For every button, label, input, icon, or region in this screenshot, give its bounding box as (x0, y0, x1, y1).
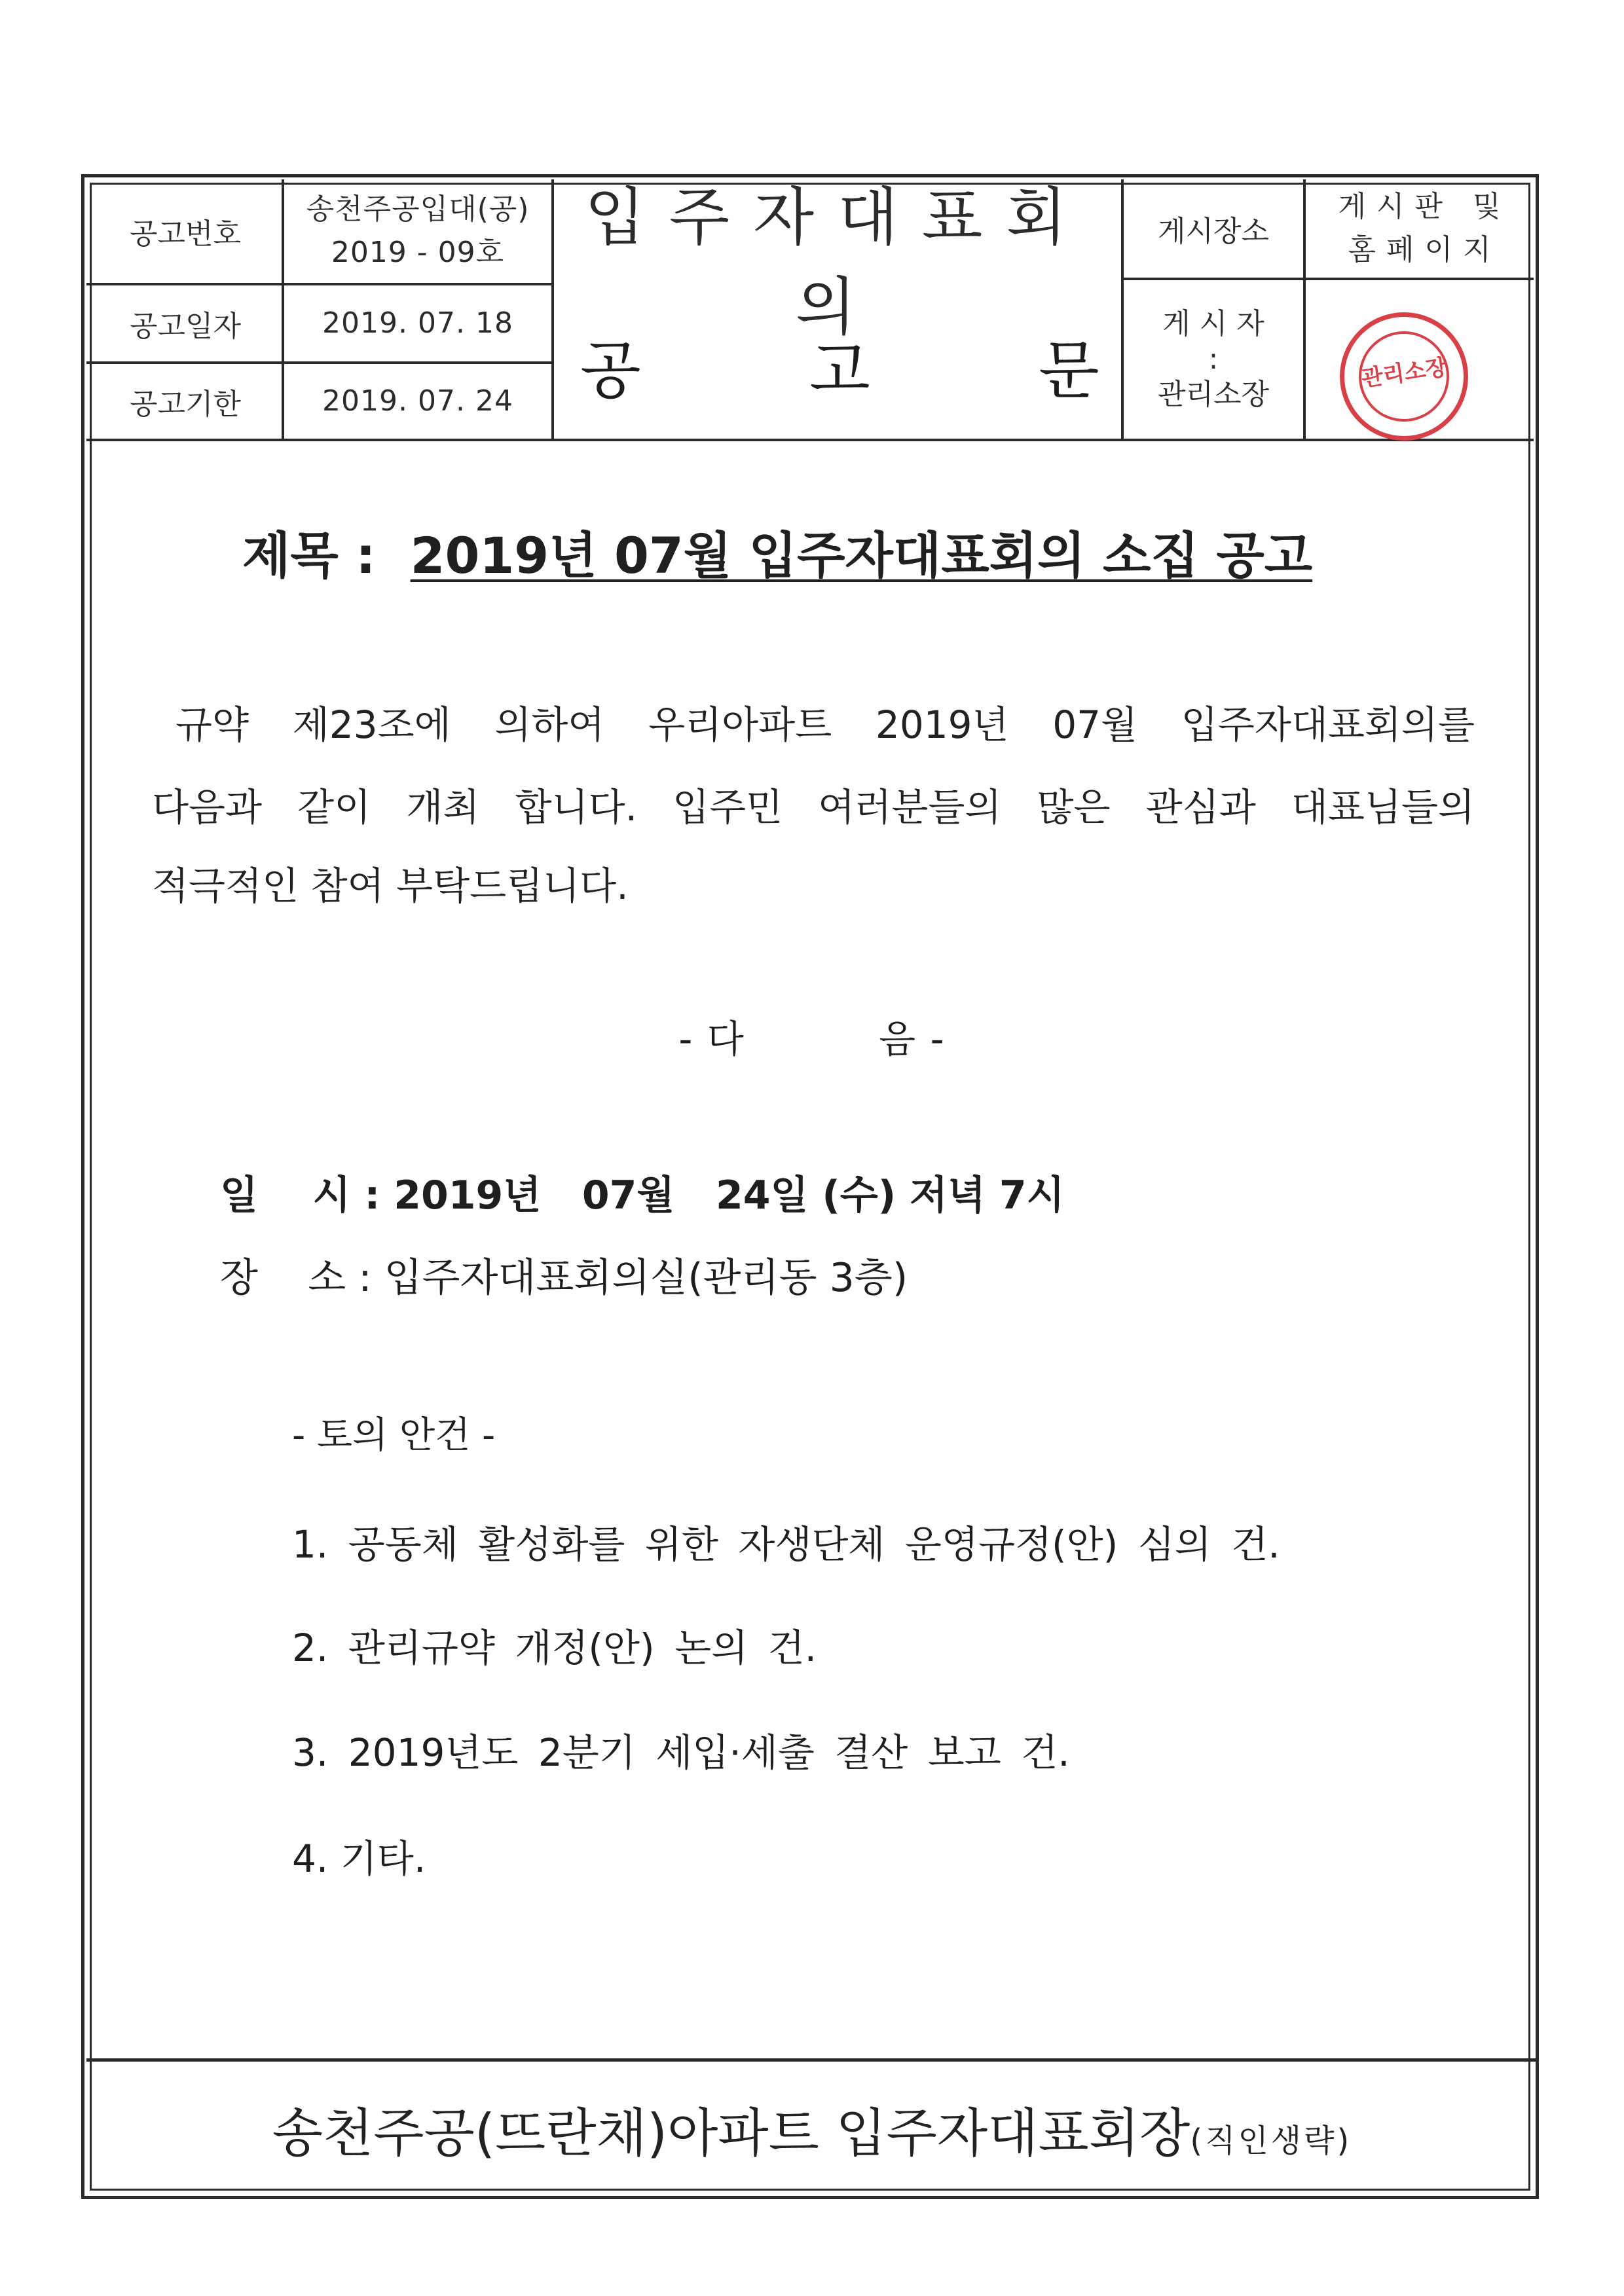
title-char-gong: 공 (580, 334, 641, 407)
body-line-2: 다음과 같이 개최 합니다. 입주민 여러분들의 많은 관심과 대표님들의 (152, 785, 1475, 829)
notice-number-label: 공고번호 (129, 217, 241, 251)
seal-text: 관리소장 (1359, 354, 1449, 392)
footer-signature (0, 2091, 1624, 2166)
notice-number-value (284, 179, 551, 283)
date-line (220, 1164, 1065, 1220)
place-label: 장 소 : (220, 1255, 384, 1301)
document-title-line1: 입주자대표회의 (584, 181, 1091, 344)
agenda-heading: - 토의 안건 - (292, 1414, 496, 1457)
document-title-line2 (580, 321, 1104, 406)
subject-line (242, 516, 1312, 587)
subject-text: 2019년 07월 입주자대표회의 소집 공고 (410, 526, 1313, 585)
footer-text: 송천주공(뜨란채)아파트 입주자대표회장 (272, 2103, 1190, 2164)
notice-deadline-value: 2019. 07. 24 (322, 384, 513, 418)
header-bottom-line (86, 439, 1534, 441)
body-line-1: 규약 제23조에 의하여 우리아파트 2019년 07월 입주자대표회의를 (175, 702, 1475, 747)
notice-number-value-line1: 송천주공입대(공) (306, 192, 530, 226)
footer-divider (86, 2058, 1538, 2062)
posting-place-value-line2: 홈 페 이 지 (1348, 233, 1492, 266)
agenda-item-2: 2. 관리규약 개정(안) 논의 건. (292, 1626, 817, 1670)
notice-number-value-line2: 2019 - 09호 (331, 236, 505, 269)
date-value: 2019년 07월 24일 (수) 저녁 7시 (394, 1173, 1065, 1218)
poster-label-line1: 게 시 자 (1162, 307, 1264, 340)
place-line (220, 1247, 908, 1303)
posting-place-value-line1: 게 시 판 및 (1338, 190, 1502, 223)
notice-date-value: 2019. 07. 18 (322, 306, 513, 340)
place-value: 입주자대표회의실(관리동 3층) (384, 1255, 908, 1301)
title-char-mun: 문 (1039, 334, 1099, 407)
poster-label-line2: : (1208, 342, 1219, 376)
subject-prefix: 제목 : (242, 526, 394, 585)
agenda-item-4: 4. 기타. (292, 1836, 426, 1881)
notice-deadline-label: 공고기한 (129, 388, 241, 421)
poster-label (1124, 280, 1303, 439)
official-seal-stamp (1340, 312, 1468, 441)
agenda-item-1: 1. 공동체 활성화를 위한 자생단체 운영규정(안) 심의 건. (292, 1522, 1280, 1567)
posting-place-value (1306, 179, 1534, 278)
notice-date-label: 공고일자 (129, 310, 241, 343)
posting-place-label: 게시장소 (1157, 215, 1269, 248)
title-char-go: 고 (809, 334, 870, 407)
footer-note: (직인생략) (1190, 2123, 1352, 2159)
agenda-item-3: 3. 2019년도 2분기 세입·세출 결산 보고 건. (292, 1730, 1070, 1775)
details-heading: - 다 음 - (678, 1017, 946, 1061)
poster-label-line3: 관리소장 (1157, 378, 1269, 411)
date-label: 일 시 : (220, 1173, 394, 1218)
body-line-3: 적극적인 참여 부탁드립니다. (152, 864, 629, 908)
